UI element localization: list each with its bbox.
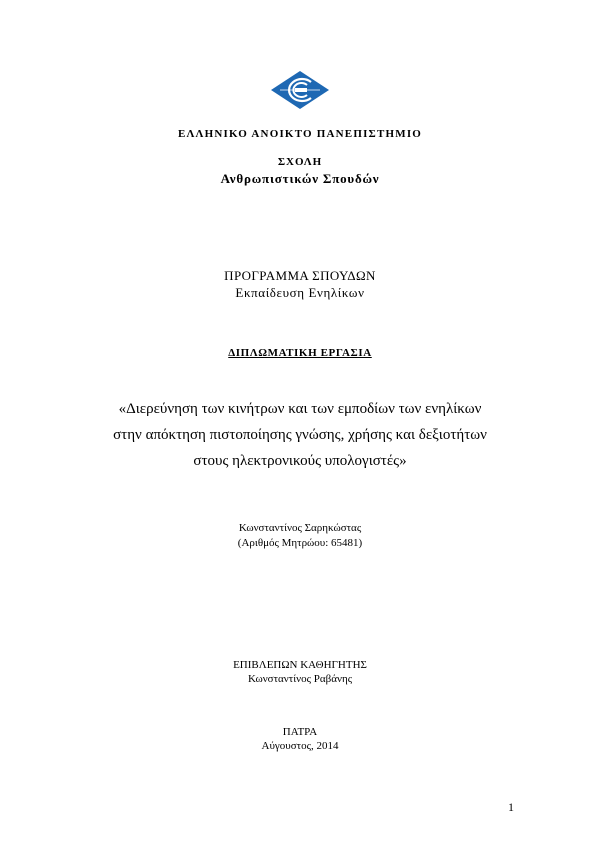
program-label: ΠΡΟΓΡΑΜΜΑ ΣΠΟΥΔΩΝ xyxy=(224,268,376,283)
thesis-title xyxy=(0,396,600,474)
thesis-title-line: στους ηλεκτρονικούς υπολογιστές» xyxy=(193,453,407,469)
eap-university-logo-icon xyxy=(270,70,330,110)
date: Αύγουστος, 2014 xyxy=(261,740,339,752)
page-number: 1 xyxy=(508,800,514,814)
school-name: Ανθρωπιστικών Σπουδών xyxy=(220,171,380,186)
city: ΠΑΤΡΑ xyxy=(282,726,318,738)
thesis-title-line: «Διερεύνηση των κινήτρων και των εμποδίων των ενηλίκων xyxy=(118,401,482,417)
program-name: Εκπαίδευση Ενηλίκων xyxy=(235,285,365,300)
author-name: Κωνσταντίνος Σαρηκώστας xyxy=(238,522,362,534)
supervisor-label: ΕΠΙΒΛΕΠΩΝ ΚΑΘΗΓΗΤΗΣ xyxy=(233,659,367,671)
university-name: ΕΛΛΗΝΙΚΟ ΑΝΟΙΚΤΟ ΠΑΝΕΠΙΣΤΗΜΙΟ xyxy=(177,128,423,140)
thesis-label: ΔΙΠΛΩΜΑΤΙΚΗ ΕΡΓΑΣΙΑ xyxy=(228,347,372,359)
registration-number: (Αριθμός Μητρώου: 65481) xyxy=(237,537,363,549)
supervisor-name: Κωνσταντίνος Ραβάνης xyxy=(247,673,353,685)
thesis-title-line: στην απόκτηση πιστοποίησης γνώσης, χρήσης και δεξιοτήτων xyxy=(113,427,487,443)
school-label: ΣΧΟΛΗ xyxy=(277,156,323,168)
